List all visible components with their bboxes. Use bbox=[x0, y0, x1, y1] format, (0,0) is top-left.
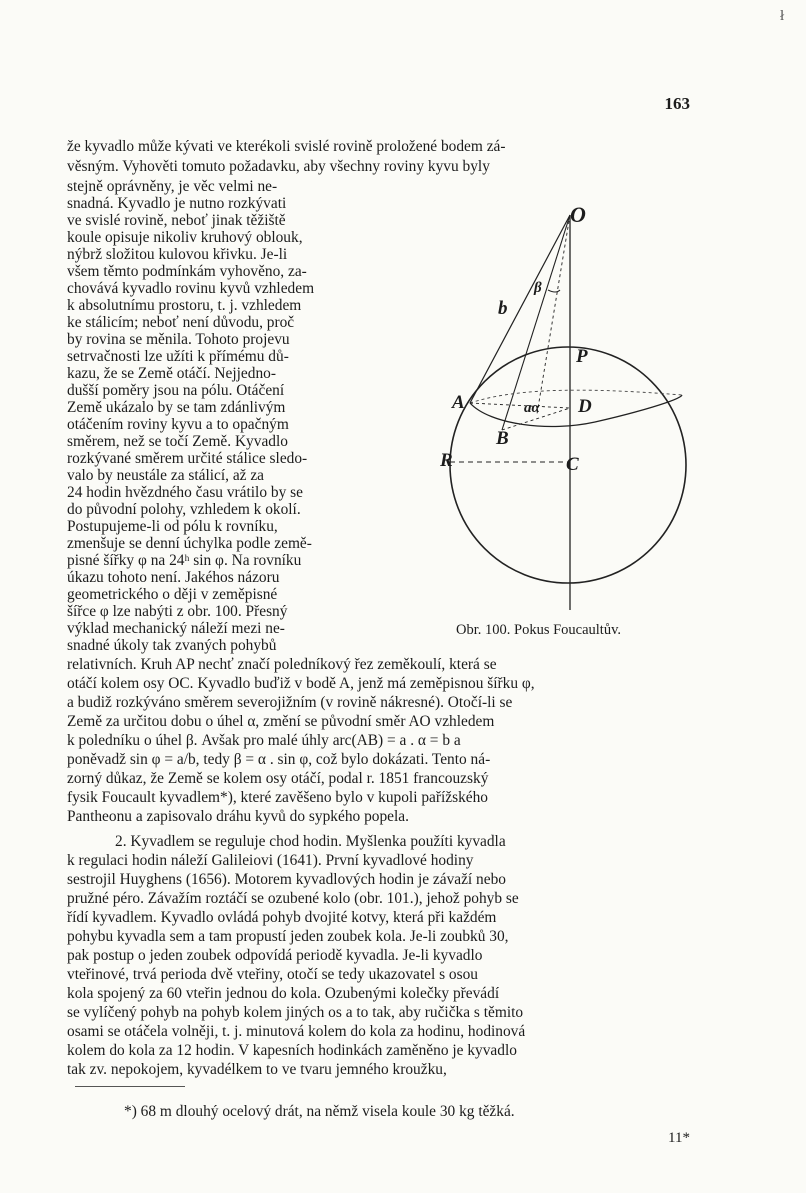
label-a-alpha: aα bbox=[524, 400, 540, 416]
text-line: sestrojil Huyghens (1656). Motorem kyvadlových hodin je závaží nebo bbox=[67, 871, 506, 888]
text-line: výklad mechanický náleží mezi ne- bbox=[67, 620, 285, 637]
text-line: k poledníku o úhel β. Avšak pro malé úhly arc(AB) = a . α = b a bbox=[67, 732, 461, 749]
text-line: osami se otáčela volněji, t. j. minutová kolem do kola za hodinu, hodinová bbox=[67, 1023, 526, 1040]
parallel-back bbox=[470, 390, 682, 403]
text-line: stejně oprávněny, je věc velmi ne- bbox=[67, 178, 278, 195]
corner-mark: ł bbox=[780, 8, 785, 24]
text-line: zmenšuje se denní úchylka podle země- bbox=[67, 535, 312, 552]
label-b: b bbox=[498, 298, 508, 319]
beta-arc bbox=[548, 290, 560, 292]
text-line: snadné úkoly tak zvaných pohybů bbox=[67, 637, 277, 654]
text-line: valo by neustále za stálicí, až za bbox=[67, 467, 264, 484]
text-line: pak postup o jeden zoubek odpovídá periodě kyvadla. Je-li kyvadlo bbox=[67, 947, 483, 964]
figure-foucault-diagram bbox=[420, 200, 700, 620]
footnote-separator bbox=[75, 1086, 185, 1087]
text-line: směrem, než se točí Země. Kyvadlo bbox=[67, 433, 288, 450]
text-line: snadná. Kyvadlo je nutno rozkývati bbox=[67, 195, 287, 212]
text-line: setrvačnosti lze užíti k přímému dů- bbox=[67, 348, 289, 365]
text-line: úkazu tohoto není. Jakéhos názoru bbox=[67, 569, 280, 586]
text-line: kola spojený za 60 vteřin jednou do kola. Ozubenými kolečky převádí bbox=[67, 985, 500, 1002]
text-line: relativních. Kruh AP nechť značí poledníkový řez zeměkoulí, která se bbox=[67, 656, 497, 673]
label-A: A bbox=[452, 392, 465, 413]
text-line: se vylíčený pohyb na pohyb kolem jiných os a to tak, aby ručička s těmito bbox=[67, 1004, 524, 1021]
text-line: otáčením roviny kyvu a to opačným bbox=[67, 416, 289, 433]
text-line: otáčí kolem osy OC. Kyvadlo buďiž v bodě A, jenž má zeměpisnou šířku φ, bbox=[67, 675, 535, 692]
text-line: šířce φ lze nabýti z obr. 100. Přesný bbox=[67, 603, 288, 620]
text-line: by rovina se měnila. Tohoto projevu bbox=[67, 331, 290, 348]
text-line: rozkývané směrem určité stálice sledo- bbox=[67, 450, 308, 467]
label-D: D bbox=[578, 396, 592, 417]
footnote: *) 68 m dlouhý ocelový drát, na němž visela koule 30 kg těžká. bbox=[124, 1103, 515, 1120]
text-line: Postupujeme-li od pólu k rovníku, bbox=[67, 518, 278, 535]
text-line: řídí kyvadlem. Kyvadlo ovládá pohyb dvojité kotvy, která při každém bbox=[67, 909, 497, 926]
label-O: O bbox=[570, 202, 586, 227]
text-line: ke stálicím; neboť není důvodu, proč bbox=[67, 314, 295, 331]
text-line: geometrického o ději v zeměpisné bbox=[67, 586, 278, 603]
figure-caption: Obr. 100. Pokus Foucaultův. bbox=[456, 622, 622, 638]
text-line: že kyvadlo může kývati ve kterékoli svislé rovině proložené bodem zá- bbox=[67, 138, 506, 155]
label-C: C bbox=[566, 454, 579, 475]
text-line: k absolutnímu prostoru, t. j. vzhledem bbox=[67, 297, 302, 314]
text-line: 24 hodin hvězdného času vrátilo by se bbox=[67, 484, 303, 501]
text-line: dušší poměry jsou na pólu. Otáčení bbox=[67, 382, 285, 399]
text-line: kazu, že se Země otáčí. Nejjedno- bbox=[67, 365, 276, 382]
text-line: k regulaci hodin náleží Galileiovi (1641). První kyvadlové hodiny bbox=[67, 852, 474, 869]
label-B: B bbox=[496, 428, 509, 449]
text-line: nýbrž složitou kulovou křivku. Je-li bbox=[67, 246, 288, 263]
text-line: Země za určitou dobu o úhel α, změní se původní směr AO vzhledem bbox=[67, 713, 495, 730]
text-line: kolem do kola za 12 hodin. V kapesních hodinkách zaměněno je kyvadlo bbox=[67, 1042, 517, 1059]
text-line: pružné péro. Závažím roztáčí se ozubené kolo (obr. 101.), jehož pohyb se bbox=[67, 890, 519, 907]
signature-mark: 11* bbox=[668, 1130, 690, 1146]
text-line: pisné šířky φ na 24ʰ sin φ. Na rovníku bbox=[67, 552, 302, 569]
label-beta: β bbox=[534, 280, 542, 296]
text-line: a budiž rozkýváno směrem severojižním (v rovině nákresné). Otočí-li se bbox=[67, 694, 513, 711]
line-AD bbox=[470, 403, 570, 408]
text-line: Země ukázalo by se tam zdánlivým bbox=[67, 399, 286, 416]
text-line: koule opisuje nikoliv kruhový oblouk, bbox=[67, 229, 303, 246]
text-line: poněvadž sin φ = a/b, tedy β = α . sin φ, což bylo dokázati. Tento ná- bbox=[67, 751, 491, 768]
page-number: 163 bbox=[664, 94, 690, 113]
text-line: chovává kyvadlo rovinu kyvů vzhledem bbox=[67, 280, 315, 297]
text-line: fysik Foucault kyvadlem*), které zavěšeno bylo v kupoli pařížského bbox=[67, 789, 488, 806]
text-line: 2. Kyvadlem se reguluje chod hodin. Myšlenka použíti kyvadla bbox=[115, 833, 506, 850]
text-line: zorný důkaz, že Země se kolem osy otáčí, podal r. 1851 francouzský bbox=[67, 770, 489, 787]
text-line: tak zv. nepokojem, kyvadélkem to ve tvaru jemného kroužku, bbox=[67, 1061, 447, 1078]
text-line: ve svislé rovině, neboť jinak těžiště bbox=[67, 212, 286, 229]
label-R: R bbox=[440, 450, 453, 471]
label-P: P bbox=[576, 346, 588, 367]
text-line: věsným. Vyhověti tomuto požadavku, aby všechny roviny kyvu byly bbox=[67, 158, 490, 175]
text-line: pohybu kyvadla sem a tam propustí jeden zoubek kola. Je-li zoubků 30, bbox=[67, 928, 509, 945]
text-line: do původní polohy, vzhledem k okolí. bbox=[67, 501, 301, 518]
text-line: vteřinové, trvá perioda dvě vteřiny, otočí se tedy ukazovatel s osou bbox=[67, 966, 478, 983]
text-line: všem těmto podmínkám vyhověno, za- bbox=[67, 263, 307, 280]
parallel-front bbox=[470, 395, 682, 426]
text-line: Pantheonu a zapisovalo dráhu kyvů do sypkého popela. bbox=[67, 808, 409, 825]
